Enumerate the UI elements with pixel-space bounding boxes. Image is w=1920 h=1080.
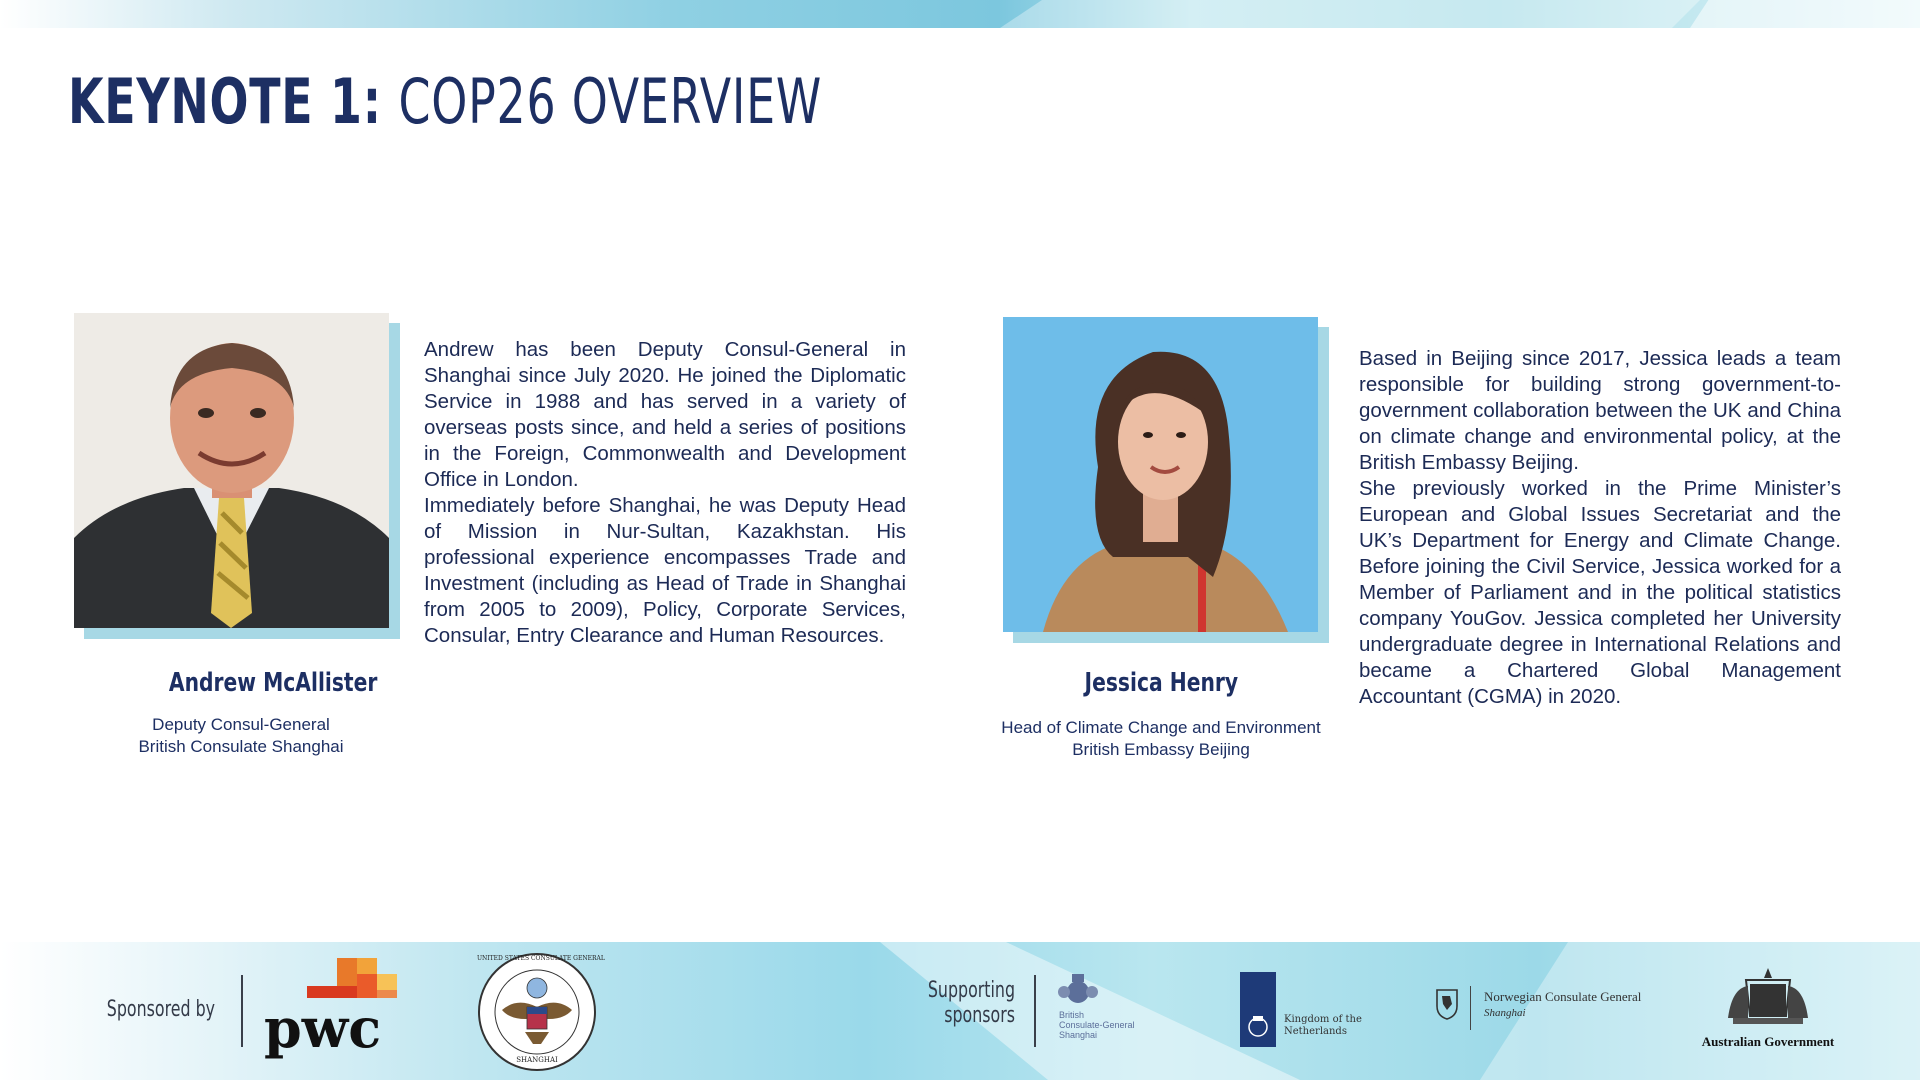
- norwegian-lion-icon: [1434, 986, 1460, 1020]
- speaker-role-jessica: [980, 717, 1342, 761]
- eagle-seal-icon: [477, 952, 605, 1072]
- seal-bottom-text: SHANGHAI: [516, 1056, 558, 1064]
- bio-paragraph: Immediately before Shanghai, he was Deputy Head of Mission in Nur-Sultan, Kazakhstan. His professional experience encompasses Trade and Investment (including as Head of Trade in Shanghai from 2005 to 2009), Policy, Corporate Services, Consular, Entry Clearance and Human Resources.: [424, 494, 906, 647]
- supporting-line1: Supporting: [927, 978, 1015, 1003]
- australian-government-logo: [1688, 968, 1848, 1063]
- top-decorative-band: [0, 0, 1920, 28]
- australia-wordmark: Australian Government: [1701, 1034, 1835, 1049]
- us-consulate-seal: [477, 952, 605, 1072]
- speaker-photo-andrew: [74, 313, 400, 639]
- norway-line1: Norwegian Consulate General: [1484, 989, 1642, 1004]
- seal-top-text: UNITED STATES CONSULATE GENERAL: [477, 955, 605, 962]
- netherlands-line2: Netherlands: [1284, 1026, 1347, 1037]
- speaker-bio-andrew: [424, 337, 906, 649]
- speaker-name-andrew: Andrew McAllister: [168, 668, 378, 698]
- british-line1: British: [1059, 1010, 1085, 1020]
- british-line2: Consulate-General: [1059, 1020, 1135, 1030]
- bio-paragraph: She previously worked in the Prime Minister’s European and Global Issues Secretariat and the UK’s Department for Energy and Climate Change. Before joining the Civil Service, Jessica worked for a Member of Parliament and in the political statistics company YouGov. Jessica completed her University undergraduate degree in International Relations and became a Chartered Global Management Accountant (CGMA) in 2020.: [1359, 477, 1841, 708]
- speaker-role-andrew: [110, 714, 372, 758]
- divider: [1034, 975, 1036, 1047]
- norway-text: [1484, 988, 1641, 1022]
- netherlands-ribbon: [1240, 972, 1276, 1047]
- british-consulate-text: [1059, 1010, 1135, 1040]
- supporting-line2: sponsors: [944, 1003, 1015, 1028]
- sponsored-by-label: Sponsored by: [106, 997, 215, 1022]
- role-title: Deputy Consul-General: [152, 715, 330, 734]
- pwc-logo: [262, 958, 412, 1068]
- royal-crest-icon: [1056, 972, 1100, 1008]
- speaker-name-jessica: Jessica Henry: [1084, 668, 1239, 698]
- speaker-photo-jessica: [1003, 317, 1329, 643]
- australian-crest-icon: [1688, 968, 1848, 1030]
- netherlands-text: [1284, 1014, 1362, 1038]
- role-organization: British Embassy Beijing: [1072, 740, 1250, 759]
- netherlands-crest-icon: [1240, 972, 1276, 1047]
- bio-paragraph: Based in Beijing since 2017, Jessica leads a team responsible for building strong government-to-government collaboration between the UK and China on climate change and environmental policy, at the British Embassy Beijing.: [1359, 347, 1841, 474]
- title-keynote: KEYNOTE 1:: [68, 65, 382, 138]
- title-topic: COP26 OVERVIEW: [398, 65, 822, 138]
- pwc-wordmark: pwc: [264, 996, 382, 1060]
- role-title: Head of Climate Change and Environment: [1001, 718, 1321, 737]
- speaker-bio-jessica: [1359, 346, 1841, 710]
- netherlands-logo: [1240, 972, 1370, 1052]
- role-organization: British Consulate Shanghai: [138, 737, 344, 756]
- footer-sponsor-band: [0, 942, 1920, 1080]
- norway-logo: [1434, 986, 1664, 1036]
- andrew-portrait-illustration: [74, 313, 389, 628]
- jessica-portrait-illustration: [1003, 317, 1318, 632]
- netherlands-line1: Kingdom of the: [1284, 1014, 1362, 1025]
- british-line3: Shanghai: [1059, 1030, 1098, 1040]
- divider: [241, 975, 243, 1047]
- page-title: [68, 62, 822, 142]
- supporting-sponsors-label: [889, 978, 1015, 1028]
- norway-line2: Shanghai: [1484, 1007, 1526, 1019]
- bio-paragraph: Andrew has been Deputy Consul-General in Shanghai since July 2020. He joined the Diplomatic Service in 1988 and has served in a variety of overseas posts since, and held a series of positions in the Foreign, Commonwealth and Development Office in London.: [424, 338, 906, 491]
- british-consulate-logo: [1056, 972, 1166, 1052]
